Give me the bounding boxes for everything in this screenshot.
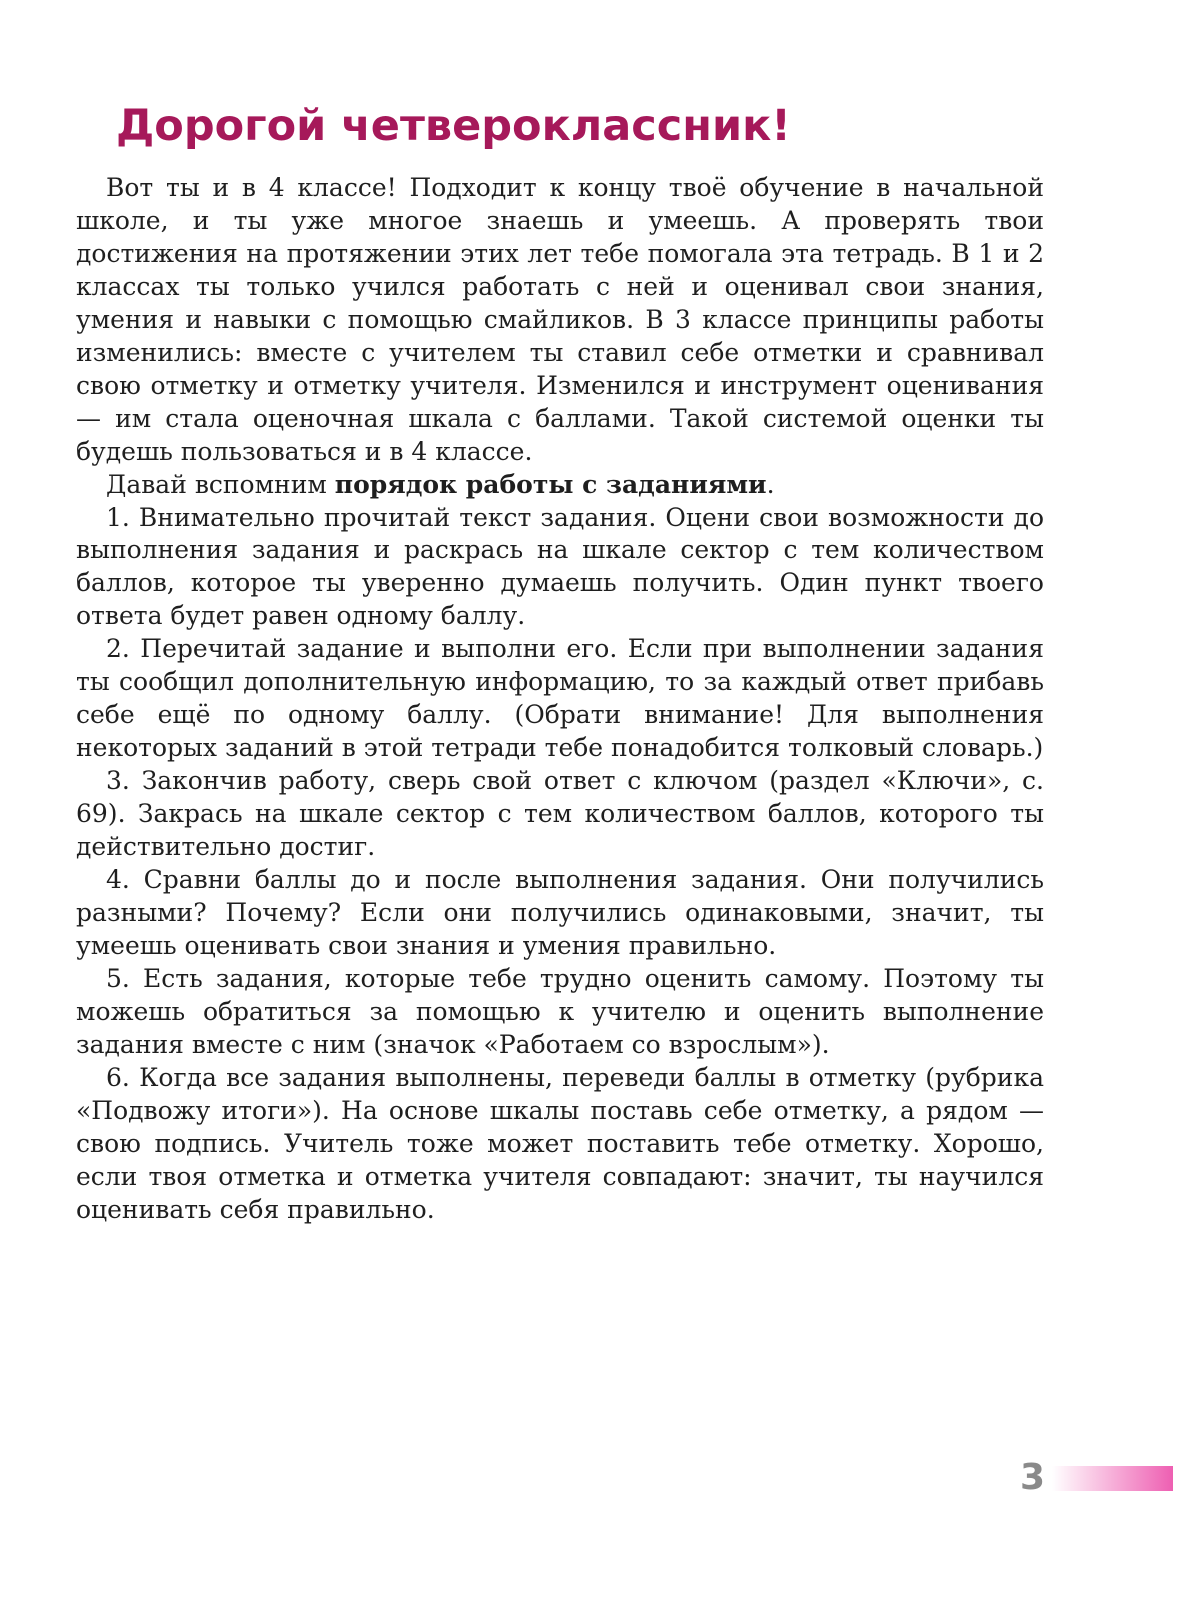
page-number: 3 <box>1020 1457 1046 1498</box>
lead-emphasis: порядок работы с заданиями <box>334 469 767 499</box>
step-3: 3. Закончив работу, сверь свой ответ с ключом (раздел «Ключи», с. 69). Закрась на шкале сектор с тем количеством баллов, которого ты действительно достиг. <box>76 766 1044 862</box>
step-2: 2. Перечитай задание и выполни его. Если при выполнении задания ты сообщил дополнительную информацию, то за каждый ответ прибавь себе ещё по одному баллу. (Обрати внимание! Для выполнения некоторых заданий в этой тетради тебе понадобится толковый словарь.) <box>76 634 1044 763</box>
page-edge-tab <box>1052 1466 1173 1491</box>
step-6: 6. Когда все задания выполнены, переведи баллы в отметку (рубрика «Подвожу итоги»). На основе шкалы поставь себе отметку, а рядом — свою подпись. Учитель тоже может поставить тебе отметку. Хорошо, если твоя отметка и отметка учителя совпадают: значит, ты научился оценивать себя правильно. <box>76 1062 1044 1224</box>
body-text <box>76 172 1044 1227</box>
lead-text: Давай вспомним <box>106 469 335 499</box>
step-1: 1. Внимательно прочитай текст задания. Оцени свои возможности до выполнения задания и раскрась на шкале сектор с тем количеством баллов, которое ты уверенно думаешь получить. Один пункт твоего ответа будет равен одному баллу. <box>76 502 1044 631</box>
lead-end: . <box>766 469 775 499</box>
step-5: 5. Есть задания, которые тебе трудно оценить самому. Поэтому ты можешь обратиться за помощью к учителю и оценить выполнение задания вместе с ним (значок «Работаем со взрослым»). <box>76 963 1044 1059</box>
step-4: 4. Сравни баллы до и после выполнения задания. Они получились разными? Почему? Если они получились одинаковыми, значит, ты умеешь оценивать свои знания и умения правильно. <box>76 865 1044 960</box>
instructions-lead <box>76 469 1044 502</box>
page-title: Дорогой четвероклассник! <box>116 101 791 151</box>
intro-paragraph: Вот ты и в 4 классе! Подходит к концу твоё обучение в начальной школе, и ты уже многое знаешь и умеешь. А проверять твои достижения на протяжении этих лет тебе помогала эта тетрадь. В 1 и 2 классах ты только учился работать с ней и оценивал свои знания, умения и навыки с помощью смайликов. В 3 классе принципы работы изменились: вместе с учителем ты ставил себе отметки и сравнивал свою отметку и отметку учителя. Изменился и инструмент оценивания — им стала оценочная шкала с баллами. Такой системой оценки ты будешь пользоваться и в 4 классе. <box>76 173 1044 466</box>
